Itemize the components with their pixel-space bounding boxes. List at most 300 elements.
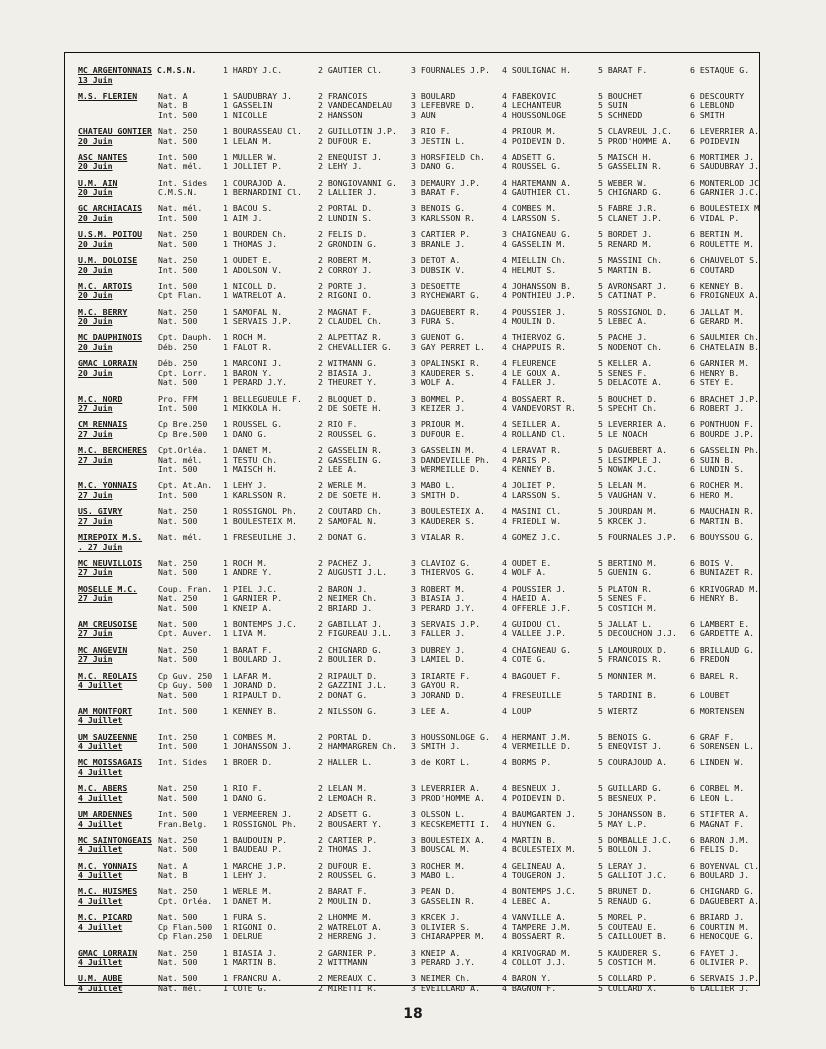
placing-2: 2 WITTMANN [318,957,368,967]
club-name [78,230,142,249]
placing-3: 3 DETOT A. [411,255,461,266]
placing-1: 1 FRANCRU A. [223,973,283,984]
placing-2: 2 CHEVALLIER G. [318,341,392,352]
race-entry [78,672,768,701]
placing-2: 2 CORROY J. [318,264,373,275]
placing-6: 6 CHIGNARD G. [690,886,755,897]
placing-5: 5 JALLAT L. [598,618,653,629]
placing-2: 2 BONGIOVANNI G. [318,177,397,188]
class-label: Cp Bre.250 [158,419,208,430]
page-number: 18 [403,1006,423,1022]
placing-1: 1 KENNEY B. [223,705,278,716]
placing-3: 3 ROCHER M. [411,860,466,871]
club-name [78,758,142,777]
placing-2: 2 RIO F. [318,419,358,430]
race-date: 4 Juillet [78,715,123,726]
placing-5: 5 RENAUD G. [598,895,653,906]
placing-3: 3 HORSFIELD Ch. [411,151,485,162]
club-name [78,672,137,691]
placing-3: 3 OLIVIER S. [411,921,471,932]
placing-6: 6 STEY E. [690,377,735,388]
club-label: U.M. AIN [78,177,118,188]
placing-5: 5 COLLARD P. [598,973,658,984]
placing-3: 3 PERARD J.Y. [411,602,476,613]
placing-2: 2 ADSETT G. [318,809,373,820]
placing-6: 6 HENOCQUE G. [690,931,755,942]
class-label: Nat. 250 [158,886,198,897]
club-name [78,533,142,552]
club-label: US. GIVRY [78,506,123,517]
placing-6: 6 FELIS D. [690,844,740,855]
class-label: Nat. 500 [158,377,198,388]
placing-3: 3 BOULARD [411,90,456,101]
placing-4: 4 VALLEE J.P. [502,628,567,639]
race-date: 20 Juin [78,161,113,172]
placing-2: 2 NILSSON G. [318,705,378,716]
placing-4: 4 FLEURENCE [502,358,557,369]
placing-1: 1 RIO F. [223,783,263,794]
placing-2: 2 FIGUREAU J.L. [318,628,392,639]
class-label: Nat. 250 [158,644,198,655]
club-label: M.C. NORD [78,393,123,404]
placing-2: 2 LALLIER J. [318,187,378,198]
race-entry [78,204,768,223]
class-label: Nat. B [158,870,188,881]
placing-1: 1 WERLE M. [223,886,273,897]
placing-5: 5 MOREL P. [598,912,648,923]
placing-2: 2 LEMOACH R. [318,792,378,803]
placing-3: 3 KEIZER J. [411,403,466,414]
club-label: AM CREUSOISE [78,618,138,629]
placing-3: 3 PRIOUR M. [411,419,466,430]
placing-3: 3 LEVERRIER A. [411,783,481,794]
race-entry [78,810,768,829]
placing-4: 4 LARSSON S. [502,489,562,500]
placing-1: 1 COTE G. [223,982,268,993]
placing-5: 5 PACHE J. [598,332,648,343]
placing-5: 5 COLLARD X. [598,982,658,993]
placing-4: 4 POIDEVIN D. [502,135,567,146]
club-name [78,308,127,327]
class-label: Nat. 250 [158,557,198,568]
class-label: Int. 500 [158,741,198,752]
placing-6: 6 DAGUEBERT A. [690,895,760,906]
race-entry [78,758,768,777]
race-date: 4 Juillet [78,792,123,803]
class-label: Int. 500 [158,109,198,120]
placing-3: 3 LEE A. [411,705,451,716]
placing-5: 5 BRUNET D. [598,886,653,897]
placing-6: 6 MARTIN B. [690,515,745,526]
club-name [78,810,132,829]
club-label: M.S. FLERIEN [78,90,138,101]
placing-5: 5 MARTIN B. [598,264,653,275]
placing-6: 6 FREDON [690,654,730,665]
placing-6: 6 BRIARD J. [690,912,745,923]
race-date: 20 Juin [78,290,113,301]
placing-4: 4 KRIVOGRAD M. [502,947,572,958]
race-entry [78,230,768,249]
placing-5: 5 BENOIS G. [598,731,653,742]
placing-6: 6 PONTHUON F. [690,419,755,430]
placing-3: 3 IRIARTE F. [411,670,471,681]
placing-4: 4 PONTHIEU J.P. [502,290,576,301]
race-entry [78,446,768,475]
placing-4: 4 HELMUT S. [502,264,557,275]
placing-4: 4 HUYNEN G. [502,818,557,829]
placing-1: 1 FURA S. [223,912,268,923]
class-label: Nat. 500 [158,689,198,700]
placing-1: 1 OUDET E. [223,255,273,266]
placing-2: 2 GARNIER P. [318,947,378,958]
placing-2: 2 LHOMME M. [318,912,373,923]
placing-3: 3 PROD'HOMME A. [411,792,485,803]
placing-1: 1 JORAND D. [223,680,278,691]
placing-6: 6 COURTIN M. [690,921,750,932]
race-date: 20 Juin [78,135,113,146]
placing-3: 3 DUBREY J. [411,644,466,655]
placing-5: 5 JOURDAN M. [598,506,658,517]
placing-5: 5 CHIGNARD G. [598,187,663,198]
placing-1: 1 DANET M. [223,895,273,906]
placing-5: 5 GUILLARD G. [598,783,663,794]
race-date: 13 Juin [78,74,113,85]
race-date: 4 Juillet [78,818,123,829]
race-entry [78,256,768,275]
placing-5: 5 FRANCOIS R. [598,654,663,665]
placing-4: 4 VANDEVORST R. [502,403,576,414]
placing-4: 4 LOUP [502,705,532,716]
class-label: Nat. A [158,860,188,871]
club-label: MC NEUVILLOIS [78,557,143,568]
placing-4: 4 CHAPPUIS R. [502,341,567,352]
placing-3: 3 DANDEVILLE Ph. [411,454,490,465]
placing-6: 6 POIDEVIN [690,135,740,146]
placing-4: 4 LECHANTEUR [502,100,562,111]
club-label: UM SAUZEENNE [78,731,138,742]
placing-2: 2 FRANCOIS [318,90,368,101]
club-name [78,507,122,526]
placing-3: 3 GAY PERRET L. [411,341,485,352]
club-label: MC MOISSAGAIS [78,757,143,768]
placing-5: 5 DECOUCHON J.J. [598,628,677,639]
placing-3: 3 KECSKEMETTI I. [411,818,490,829]
placing-4: 4 FABEKOVIC [502,90,557,101]
club-label: U.M. DOLOISE [78,255,138,266]
placing-4: 4 LE GOUX A. [502,367,562,378]
race-entry [78,646,768,665]
placing-3: 3 OLSSON L. [411,809,466,820]
placing-5: 5 DAGUEBERT A. [598,445,668,456]
class-label: Nat. 500 [158,567,198,578]
placing-1: 1 BARAT F. [223,644,273,655]
placing-5: 5 MONNIER M. [598,670,658,681]
placing-1: 1 RIPAULT D. [223,689,283,700]
placing-3: 3 FURA S. [411,316,456,327]
placing-1: 1 BAUDEAU P. [223,844,283,855]
placing-1: 1 BELLEGUEULE F. [223,393,302,404]
placing-2: 2 BARON J. [318,583,368,594]
race-entry [78,481,768,500]
class-label: Cp Flan.250 [158,931,213,942]
placing-6: 6 GARDETTE A. [690,628,755,639]
club-label: MC ANGEVIN [78,644,128,655]
race-date: 4 Juillet [78,680,123,691]
placing-3: 3 NEIMER Ch. [411,973,471,984]
race-entry [78,862,768,881]
placing-1: 1 RIGONI O. [223,921,278,932]
placing-3: 3 KNEIP A. [411,947,461,958]
placing-3: 3 RYCHEWART G. [411,290,481,301]
placing-6: 6 BOIS V. [690,557,735,568]
placing-3: 3 THIERVOS G. [411,567,476,578]
placing-4: 4 GAUTHIER Cl. [502,187,572,198]
placing-5: 5 LEVERRIER A. [598,419,668,430]
placing-6: 6 HENRY B. [690,593,740,604]
placing-4: 4 HOUSSONLOGE [502,109,567,120]
placing-3: 3 SMITH D. [411,489,461,500]
placing-6: 6 BAREL R. [690,670,740,681]
placing-6: 6 MONTERLOD JC [690,177,760,188]
race-date: 27 Juin [78,567,113,578]
placing-4: 4 ROLLAND Cl. [502,428,567,439]
placing-5: 5 SUIN [598,100,628,111]
class-label: Cpt. At.An. [158,480,213,491]
placing-4: 4 JOLIET P. [502,480,557,491]
class-label: Nat. 500 [158,238,198,249]
placing-4: 4 BAUMGARTEN J. [502,809,576,820]
placing-1: 1 LEHY J. [223,480,268,491]
class-label: Nat. A [158,90,188,101]
race-date: 4 Juillet [78,870,123,881]
placing-2: 2 THEURET Y. [318,377,378,388]
placing-3: 3 BOULESTEIX A. [411,506,485,517]
club-label: CHATEAU GONTIER [78,126,152,137]
placing-5: 5 DOMBALLE J.C. [598,834,672,845]
class-label: Nat. B [158,100,188,111]
placing-1: 1 COMBES M. [223,731,278,742]
placing-1: 1 ROSSIGNOL Ph. [223,506,297,517]
club-label: U.M. AUBE [78,973,123,984]
club-name [78,559,142,578]
club-label: MOSELLE M.C. [78,583,138,594]
placing-6: 6 SERVAIS J.P. [690,973,760,984]
placing-5: 5 SENES F. [598,593,648,604]
placing-1: 1 WATRELOT A. [223,290,288,301]
placing-6: 6 LEON L. [690,792,735,803]
club-name [78,66,196,85]
placing-5: 5 JOHANSSON B. [598,809,668,820]
placing-5: 5 LERAY J. [598,860,648,871]
placing-6: 6 SMITH [690,109,725,120]
club-label: M.C. HUISMES [78,886,138,897]
placing-3: 3 MABO L. [411,870,456,881]
club-label: M.C. YONNAIS [78,860,138,871]
placing-3: 3 LAMIEL D. [411,654,466,665]
placing-3: 3 KAUDERER S. [411,515,476,526]
placing-3: 3 GAYOU R. [411,680,461,691]
placing-6: 6 CHAUVELOT S. [690,255,760,266]
placing-2: 2 MOULIN D. [318,895,373,906]
club-label: M.C. ABERS [78,783,128,794]
placing-1: 1 BOURASSEAU Cl. [223,126,302,137]
class-label: Nat. 500 [158,602,198,613]
club-name [78,974,122,993]
placing-1: 1 THOMAS J. [223,238,278,249]
placing-4: 4 LARSSON S. [502,212,562,223]
class-label: Nat. mél. [158,532,203,543]
placing-5: 5 BARAT F. [598,65,648,75]
placing-4: 4 LERAVAT R. [502,445,562,456]
placing-5: 5 KELLER A. [598,358,653,369]
placing-3: 3 GASSELIN R. [411,895,476,906]
placing-1: 1 NICOLLE [223,109,268,120]
placing-6: 6 GASSELIN Ph. [690,445,760,456]
placing-3: 3 PEAN D. [411,886,456,897]
placing-6: 6 BRACHET J.P. [690,393,760,404]
placing-3: 3 KAUDERER S. [411,367,476,378]
placing-6: 6 LALLIER J. [690,982,750,993]
class-label: Cpt Flan. [158,290,203,301]
placing-6: 6 GARNIER M. [690,358,750,369]
class-label: Nat. 250 [158,306,198,317]
placing-2: 2 PORTE J. [318,280,368,291]
placing-1: 1 SERVAIS J.P. [223,316,293,327]
club-name [78,420,127,439]
placing-5: 5 PROD'HOMME A. [598,135,672,146]
placing-5: 5 MASSINI Ch. [598,255,663,266]
placing-5: 5 GASSELIN R. [598,161,663,172]
placing-6: 6 SORENSEN L. [690,741,755,752]
class-label: Cpt. Lorr. [158,367,208,378]
club-label: M.C. REOLAIS [78,670,138,681]
club-name [78,784,127,803]
placing-6: 6 BRILLAUD G. [690,644,755,655]
race-entry [78,66,768,85]
placing-5: 5 BORDET J. [598,229,653,240]
placing-5: 5 BESNEUX P. [598,792,658,803]
placing-4: 3 CHAIGNEAU G. [502,229,572,240]
placing-2: 2 BARAT F. [318,886,368,897]
placing-3: 3 PERARD J.Y. [411,957,476,967]
placing-3: 3 DEMAURY J.P. [411,177,481,188]
placing-6: 6 MAUCHAIN R. [690,506,755,517]
placing-6: 6 LEVERRIER A. [690,126,760,137]
club-name [78,862,137,881]
placing-3: 3 LEFEBVRE D. [411,100,476,111]
placing-4: 4 BOSSAERT R. [502,931,567,942]
placing-6: 6 BOYENVAL Cl. [690,860,760,871]
placing-1: 1 DANO G. [223,428,268,439]
race-date: 27 Juin [78,403,113,414]
class-label: Nat. 500 [158,792,198,803]
placing-1: 1 BONTEMPS J.C. [223,618,297,629]
placing-5: 5 TARDINI B. [598,689,658,700]
race-date: . 27 Juin [78,541,123,552]
race-date: 4 Juillet [78,741,123,752]
race-date: 20 Juin [78,212,113,223]
placing-5: 5 LELAN M. [598,480,648,491]
placing-6: 6 MAGNAT F. [690,818,745,829]
placing-5: 5 GUENIN G. [598,567,653,578]
club-label: M.C. PICARD [78,912,133,923]
placing-5: 5 BOUCHET [598,90,643,101]
class-label: Nat. mél. [158,161,203,172]
placing-6: 6 OLIVIER P. [690,957,750,967]
placing-3: 3 HOUSSONLOGE G. [411,731,490,742]
placing-6: 6 BERTIN M. [690,229,745,240]
club-name [78,127,152,146]
placing-3: 3 BOMMEL P. [411,393,466,404]
placing-3: 3 BIASIA J. [411,593,466,604]
placing-1: 1 MARCHE J.P. [223,860,288,871]
placing-3: 3 AUN [411,109,436,120]
class-label: Pro. FFM [158,393,198,404]
placing-4: 4 MOULIN D. [502,316,557,327]
placing-4: 4 TOUGERON J. [502,870,567,881]
placing-3: 3 CLAVIOZ G. [411,557,471,568]
placing-5: 5 NOWAK J.C. [598,464,658,475]
club-label: MC DAUPHINOIS [78,332,143,343]
placing-6: 6 ESTAQUE G. [690,65,750,75]
class-label: Nat. 250 [158,126,198,137]
race-date: 27 Juin [78,454,113,465]
club-name [78,646,127,665]
class-label: Nat. 250 [158,229,198,240]
placing-4: 4 MASINI Cl. [502,506,562,517]
placing-1: 1 PIEL J.C. [223,583,278,594]
placing-6: 6 SAUDUBRAY J. [690,161,760,172]
class-label: Int. 500 [158,809,198,820]
placing-2: 2 COUTARD Ch. [318,506,383,517]
placing-2: 2 GAZZINI J.L. [318,680,388,691]
placing-2: 2 CARTIER P. [318,834,378,845]
class-label: Cp Guy. 500 [158,680,213,691]
placing-1: 1 KNEIP A. [223,602,273,613]
placing-4: 4 LEBEC A. [502,895,552,906]
class-label: Nat. 500 [158,135,198,146]
placing-2: 2 ROUSSEL G. [318,428,378,439]
placing-1: 1 FALOT R. [223,341,273,352]
club-name [78,836,152,855]
club-name [78,949,137,968]
placing-1: 1 BAUDOUIN P. [223,834,288,845]
placing-3: 3 OPALINSKI R. [411,358,481,369]
club-name [78,256,137,275]
placing-5: 5 MAISCH H. [598,151,653,162]
race-date: 27 Juin [78,593,113,604]
placing-6: 6 MORTIMER J. [690,151,755,162]
placing-4: 4 MARTIN B. [502,834,557,845]
placing-2: 2 DUFOUR E. [318,135,373,146]
placing-5: 5 SPECHT Ch. [598,403,658,414]
placing-3: 3 SERVAIS J.P. [411,618,481,629]
placing-3: 3 DUBSIK V. [411,264,466,275]
club-name [78,707,132,726]
placing-6: 6 BOULESTEIX M [690,203,760,214]
placing-3: 3 BENOIS G. [411,203,466,214]
placing-2: 2 ROBERT M. [318,255,373,266]
placing-4: 4 HERMANT J.M. [502,731,572,742]
placing-2: 2 BLOQUET D. [318,393,378,404]
placing-1: 1 MIKKOLA H. [223,403,283,414]
placing-5: 5 COSTICH M. [598,602,658,613]
placing-3: 3 JESTIN L. [411,135,466,146]
race-date: 27 Juin [78,628,113,639]
class-label: Nat. 250 [158,255,198,266]
placing-3: 3 WOLF A. [411,377,456,388]
race-entry [78,559,768,578]
